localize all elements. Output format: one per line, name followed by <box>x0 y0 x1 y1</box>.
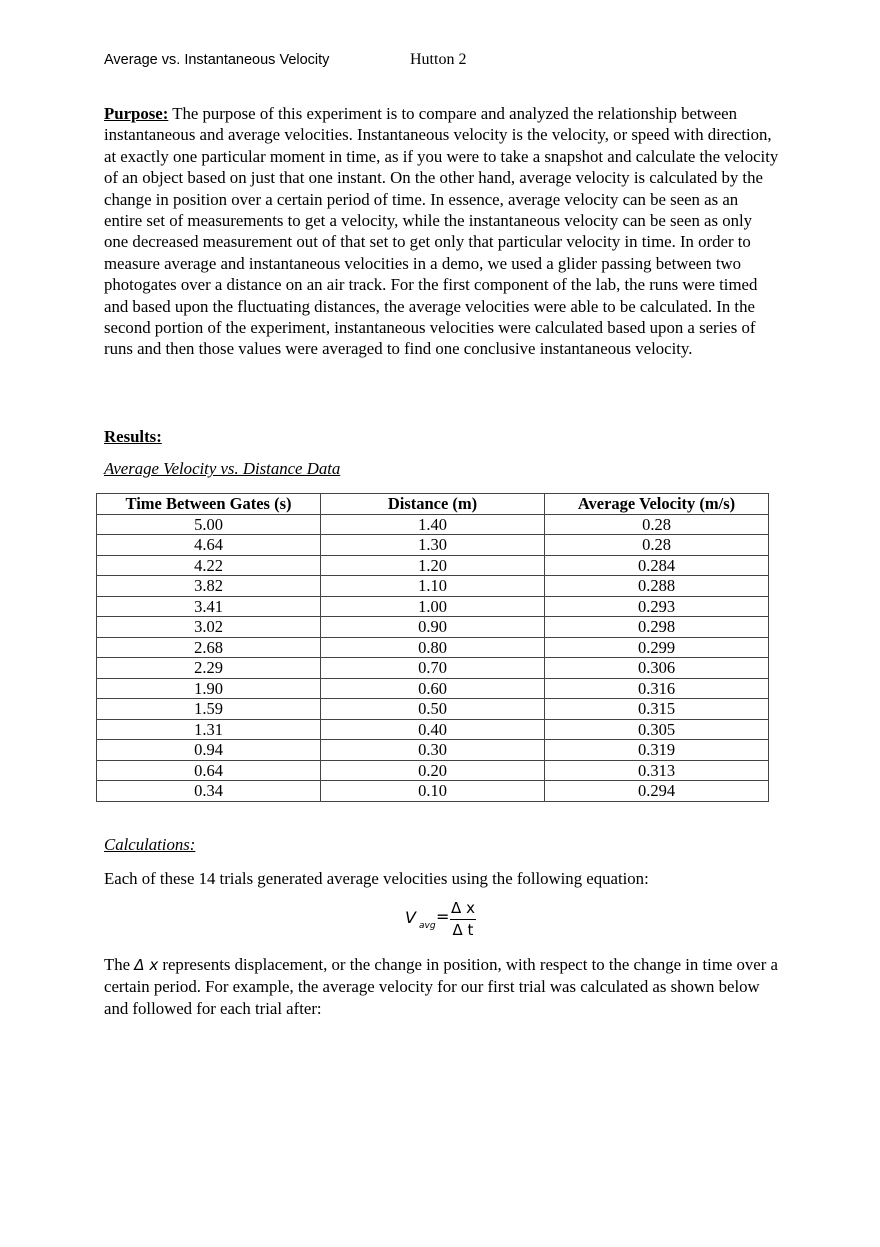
table-cell: 0.319 <box>545 740 769 761</box>
table-row <box>97 576 769 597</box>
velocity-data-table <box>96 493 769 802</box>
table-cell: 4.22 <box>97 555 321 576</box>
table-cell: 0.64 <box>97 760 321 781</box>
explain-text-after: represents displacement, or the change in position, with respect to the change in time over a certain period. For example, the average velocity for our first trial was calculated as shown below and followed for each trial after: <box>104 955 778 1018</box>
table-cell: 0.10 <box>321 781 545 802</box>
table-row <box>97 678 769 699</box>
equation-equals: = <box>436 907 450 926</box>
table-cell: 0.60 <box>321 678 545 699</box>
column-header: Average Velocity (m/s) <box>545 494 769 515</box>
purpose-label: Purpose: <box>104 104 169 123</box>
table-cell: 1.20 <box>321 555 545 576</box>
table-cell: 0.70 <box>321 658 545 679</box>
table-caption: Average Velocity vs. Distance Data <box>104 459 341 478</box>
table-cell: 0.28 <box>545 535 769 556</box>
table-cell: 0.80 <box>321 637 545 658</box>
explanation-paragraph <box>104 954 780 1019</box>
table-cell: 1.40 <box>321 514 545 535</box>
column-header: Distance (m) <box>321 494 545 515</box>
column-header: Time Between Gates (s) <box>97 494 321 515</box>
table-cell: 0.28 <box>545 514 769 535</box>
table-cell: 0.313 <box>545 760 769 781</box>
table-cell: 0.20 <box>321 760 545 781</box>
equation-subscript: avg <box>419 921 436 931</box>
table-row <box>97 658 769 679</box>
table-cell: 1.90 <box>97 678 321 699</box>
calculations-heading: Calculations: <box>104 835 196 854</box>
explain-text-before: The <box>104 955 135 974</box>
equation-denominator: Δ t <box>452 921 474 939</box>
delta-x-symbol: Δ x <box>134 956 159 974</box>
table-cell: 1.00 <box>321 596 545 617</box>
table-row <box>97 740 769 761</box>
table-cell: 0.315 <box>545 699 769 720</box>
calculations-intro: Each of these 14 trials generated average velocities using the following equation: <box>104 869 649 888</box>
table-row <box>97 514 769 535</box>
table-row <box>97 617 769 638</box>
table-cell: 0.288 <box>545 576 769 597</box>
table-cell: 0.316 <box>545 678 769 699</box>
table-row <box>97 637 769 658</box>
table-cell: 2.68 <box>97 637 321 658</box>
equation-numerator: Δ x <box>451 899 475 917</box>
table-cell: 5.00 <box>97 514 321 535</box>
table-cell: 0.94 <box>97 740 321 761</box>
table-cell: 0.298 <box>545 617 769 638</box>
table-row <box>97 555 769 576</box>
table-cell: 1.30 <box>321 535 545 556</box>
table-cell: 0.305 <box>545 719 769 740</box>
page-header <box>104 52 784 74</box>
equation-variable: V <box>405 908 416 927</box>
table-cell: 0.34 <box>97 781 321 802</box>
average-velocity-equation <box>400 898 490 948</box>
table-cell: 0.299 <box>545 637 769 658</box>
table-row <box>97 719 769 740</box>
table-cell: 0.30 <box>321 740 545 761</box>
table-cell: 0.306 <box>545 658 769 679</box>
table-cell: 3.02 <box>97 617 321 638</box>
table-row <box>97 596 769 617</box>
table-cell: 2.29 <box>97 658 321 679</box>
table-cell: 0.284 <box>545 555 769 576</box>
header-page-number: Hutton 2 <box>410 51 467 68</box>
fraction-bar <box>450 919 476 920</box>
table-row <box>97 781 769 802</box>
table-row <box>97 535 769 556</box>
table-cell: 1.59 <box>97 699 321 720</box>
equation-fraction <box>450 899 476 940</box>
table-cell: 3.41 <box>97 596 321 617</box>
purpose-text: The purpose of this experiment is to compare and analyzed the relationship between instantaneous and average velocities. Instantaneous velocity is the velocity, or speed with direction, at exactly one particular moment in time, as if you were to take a snapshot and calculate the velocity of an object based on just that one instant. On the other hand, average velocity is calculated by the change in position over a certain period of time. In essence, average velocity can be seen as an entire set of measurements to get a velocity, while the instantaneous velocity can be seen as only one decreased measurement out of that set to get only that particular velocity in time. In order to measure average and instantaneous velocities in a demo, we used a glider passing between two photogates over a distance on an air track. For the first component of the lab, the runs were timed and based upon the fluctuating distances, the average velocities were able to be calculated. In the second portion of the experiment, instantaneous velocities were calculated based upon a series of runs and then those values were averaged to find one conclusive instantaneous velocity. <box>104 104 779 359</box>
table-cell: 0.40 <box>321 719 545 740</box>
table-cell: 0.90 <box>321 617 545 638</box>
table-cell: 1.10 <box>321 576 545 597</box>
table-cell: 3.82 <box>97 576 321 597</box>
header-title: Average vs. Instantaneous Velocity <box>104 52 330 68</box>
table-cell: 0.293 <box>545 596 769 617</box>
results-heading: Results: <box>104 427 162 446</box>
table-row <box>97 760 769 781</box>
purpose-paragraph <box>104 103 780 360</box>
table-cell: 1.31 <box>97 719 321 740</box>
table-row <box>97 699 769 720</box>
table-cell: 4.64 <box>97 535 321 556</box>
table-cell: 0.294 <box>545 781 769 802</box>
table-header-row <box>97 494 769 515</box>
table-cell: 0.50 <box>321 699 545 720</box>
